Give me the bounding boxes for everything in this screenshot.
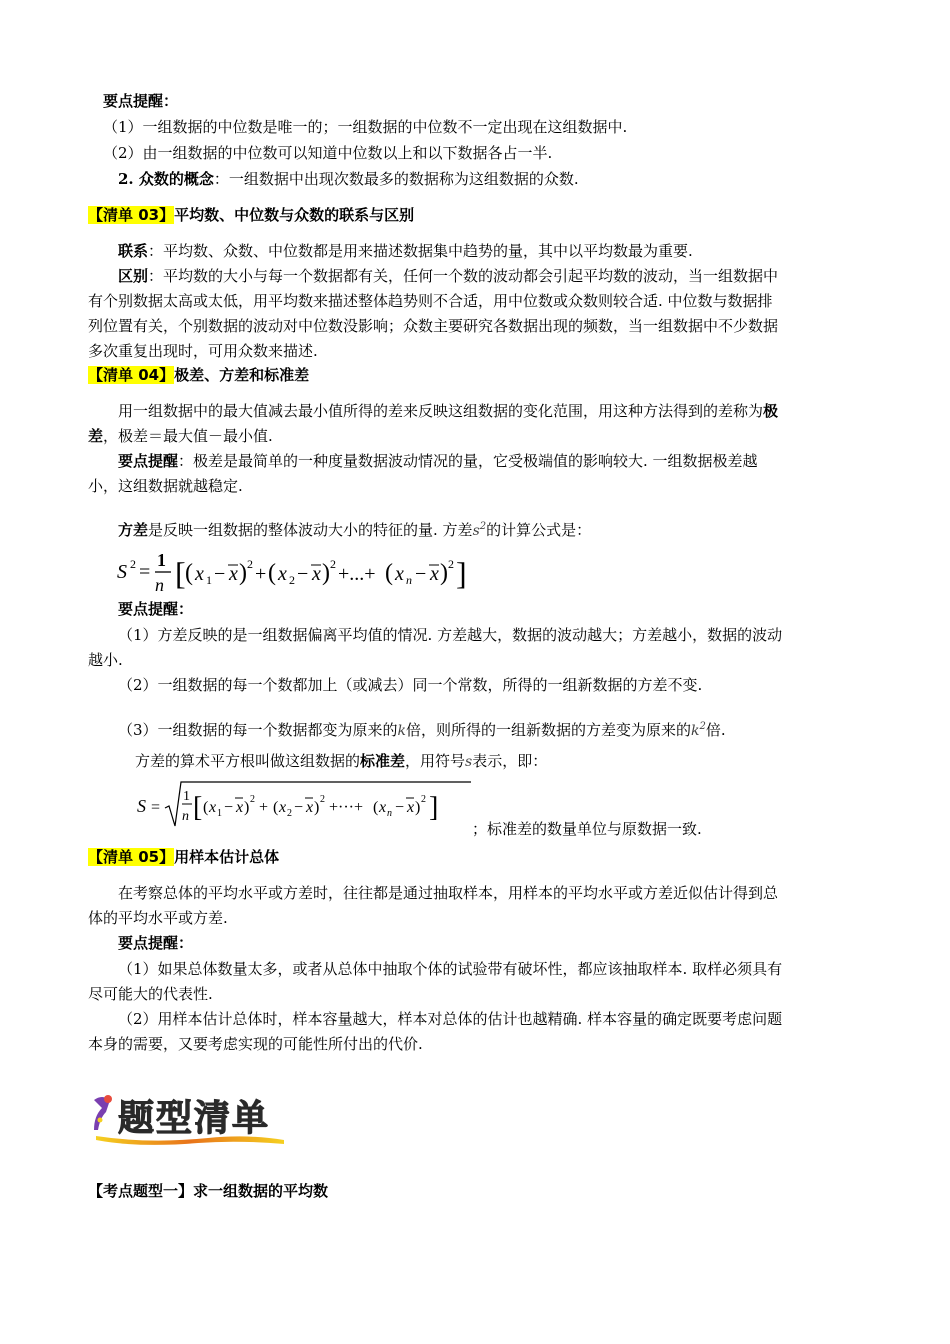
sample-line-1: 在考察总体的平均水平或方差时，往往都是通过抽取样本，用样本的平均水平或方差近似估计得到总 bbox=[118, 884, 779, 902]
tip-heading: 要点提醒： bbox=[103, 92, 179, 110]
svg-text:[: [ bbox=[175, 555, 186, 591]
svg-text:(: ( bbox=[373, 799, 379, 816]
sample-tip-heading: 要点提醒： bbox=[118, 934, 194, 952]
svg-text:(: ( bbox=[203, 799, 209, 816]
svg-text:1: 1 bbox=[183, 789, 190, 804]
svg-text:+···+: +···+ bbox=[329, 799, 364, 816]
svg-text:n: n bbox=[182, 809, 189, 824]
svg-text:+: + bbox=[259, 799, 269, 816]
sample-line-2: 体的平均水平或方差. bbox=[88, 909, 228, 927]
section-5-heading bbox=[88, 846, 279, 868]
range-line-2: 差，极差＝最大值－最小值. bbox=[88, 427, 273, 445]
section-3-title: 平均数、中位数与众数的联系与区别 bbox=[174, 206, 415, 224]
variance-tip-1-line-1: （1）方差反映的是一组数据偏离平均值的情况. 方差越大，数据的波动越大；方差越小，数据的波动 bbox=[118, 626, 783, 644]
svg-text:x: x bbox=[209, 799, 217, 816]
section-5-title: 用样本估计总体 bbox=[174, 848, 280, 866]
question-types-logo bbox=[88, 1090, 288, 1146]
diff-paragraph-line-3: 列位置有关，个别数据的波动对中位数没影响；众数主要研究各数据出现的频数，当一组数据中不少数据 bbox=[88, 317, 779, 335]
svg-text:x: x bbox=[306, 799, 314, 816]
diff-paragraph-line-1: 区别：平均数的大小与每一个数据都有关，任何一个数的波动都会引起平均数的波动，当一组数据中 bbox=[118, 267, 779, 285]
svg-text:S: S bbox=[137, 796, 146, 816]
svg-text:S: S bbox=[117, 561, 127, 583]
section-3-heading bbox=[88, 204, 414, 226]
svg-text:(: ( bbox=[268, 560, 276, 586]
svg-text:2: 2 bbox=[421, 794, 426, 805]
svg-text:1: 1 bbox=[157, 550, 166, 570]
svg-text:x: x bbox=[395, 563, 404, 585]
variance-formula bbox=[115, 546, 475, 596]
svg-text:−: − bbox=[395, 799, 405, 816]
svg-text:2: 2 bbox=[448, 557, 454, 571]
std-note: ；标准差的数量单位与原数据一致. bbox=[472, 820, 702, 838]
range-tip-line-1: 要点提醒：极差是最简单的一种度量数据波动情况的量，它受极端值的影响较大. 一组数据极差越 bbox=[118, 452, 758, 470]
svg-text:2: 2 bbox=[320, 794, 325, 805]
svg-text:n: n bbox=[406, 573, 412, 587]
svg-text:−: − bbox=[294, 799, 304, 816]
svg-text:x: x bbox=[195, 563, 204, 585]
svg-text:]: ] bbox=[456, 555, 467, 591]
svg-text:2: 2 bbox=[250, 794, 255, 805]
tip-item-2: （2）由一组数据的中位数可以知道中位数以上和以下数据各占一半. bbox=[103, 144, 553, 162]
variance-tip-3: （3）一组数据的每一个数据都变为原来的k倍，则所得的一组新数据的方差变为原来的$k^2$倍. bbox=[118, 721, 726, 739]
svg-text:+: + bbox=[255, 563, 267, 585]
range-tip-line-2: 小，这组数据就越稳定. bbox=[88, 477, 243, 495]
svg-text:−: − bbox=[297, 563, 309, 585]
variance-tip-heading: 要点提醒： bbox=[118, 600, 194, 618]
svg-text:(: ( bbox=[273, 799, 279, 816]
svg-text:n: n bbox=[387, 808, 392, 819]
variance-intro: 方差是反映一组数据的整体波动大小的特征的量. 方差$s^2$的计算公式是： bbox=[118, 521, 592, 539]
svg-text:题型清单: 题型清单 bbox=[118, 1098, 271, 1139]
svg-text:−: − bbox=[214, 563, 226, 585]
sample-tip-2-line-2: 本身的需要，又要考虑实现的可能性所付出的代价. bbox=[88, 1035, 423, 1053]
variance-tip-1-line-2: 越小. bbox=[88, 651, 123, 669]
svg-text:2: 2 bbox=[287, 808, 292, 819]
svg-text:1: 1 bbox=[217, 808, 222, 819]
svg-text:[: [ bbox=[193, 792, 203, 823]
svg-text:): ) bbox=[314, 799, 320, 816]
svg-text:x: x bbox=[278, 563, 287, 585]
std-intro: 方差的算术平方根叫做这组数据的标准差，用符号s表示，即： bbox=[135, 752, 548, 770]
svg-text:): ) bbox=[244, 799, 250, 816]
svg-text:x: x bbox=[407, 799, 415, 816]
svg-text:]: ] bbox=[429, 792, 439, 823]
svg-text:(: ( bbox=[185, 560, 193, 586]
svg-text:(: ( bbox=[385, 560, 393, 586]
question-type-1: 【考点题型一】求一组数据的平均数 bbox=[88, 1182, 329, 1200]
section-4-tag: 【清单 04】 bbox=[88, 366, 175, 384]
svg-text:n: n bbox=[155, 575, 164, 595]
link-paragraph: 联系：平均数、众数、中位数都是用来描述数据集中趋势的量，其中以平均数最为重要. bbox=[118, 242, 693, 260]
tip-item-1: （1）一组数据的中位数是唯一的；一组数据的中位数不一定出现在这组数据中. bbox=[103, 118, 628, 136]
svg-text:−: − bbox=[415, 563, 427, 585]
svg-text:): ) bbox=[440, 560, 448, 586]
svg-text:): ) bbox=[239, 560, 247, 586]
svg-text:x: x bbox=[379, 799, 387, 816]
svg-text:x: x bbox=[236, 799, 244, 816]
sample-tip-2-line-1: （2）用样本估计总体时，样本容量越大，样本对总体的估计也越精确. 样本容量的确定既要考虑问题 bbox=[118, 1010, 783, 1028]
svg-text:2: 2 bbox=[330, 557, 336, 571]
mode-definition: 2. 众数的概念：一组数据中出现次数最多的数据称为这组数据的众数. bbox=[118, 170, 579, 188]
diff-paragraph-line-2: 有个别数据太高或太低，用平均数来描述整体趋势则不合适，用中位数或众数则较合适. 中位数与数据排 bbox=[88, 292, 773, 310]
range-line-1: 用一组数据中的最大值减去最小值所得的差来反映这组数据的变化范围，用这种方法得到的差称为极 bbox=[118, 402, 779, 420]
section-4-title: 极差、方差和标准差 bbox=[174, 366, 310, 384]
svg-text:): ) bbox=[322, 560, 330, 586]
sample-tip-1-line-1: （1）如果总体数量太多，或者从总体中抽取个体的试验带有破坏性，都应该抽取样本. 取样必须具有 bbox=[118, 960, 783, 978]
sample-tip-1-line-2: 尽可能大的代表性. bbox=[88, 985, 213, 1003]
svg-text:x: x bbox=[312, 563, 321, 585]
section-4-heading bbox=[88, 364, 309, 386]
svg-text:−: − bbox=[224, 799, 234, 816]
svg-text:x: x bbox=[430, 563, 439, 585]
variance-tip-2: （2）一组数据的每一个数都加上（或减去）同一个常数，所得的一组新数据的方差不变. bbox=[118, 676, 703, 694]
svg-text:2: 2 bbox=[247, 557, 253, 571]
svg-text:x: x bbox=[229, 563, 238, 585]
svg-text:+...+: +...+ bbox=[338, 563, 376, 585]
svg-text:x: x bbox=[279, 799, 287, 816]
std-formula bbox=[135, 778, 475, 832]
section-5-tag: 【清单 05】 bbox=[88, 848, 175, 866]
section-3-tag: 【清单 03】 bbox=[88, 206, 175, 224]
svg-text:2: 2 bbox=[289, 573, 295, 587]
svg-text:=: = bbox=[151, 799, 161, 816]
svg-text:): ) bbox=[415, 799, 421, 816]
svg-text:1: 1 bbox=[206, 573, 212, 587]
svg-text:2: 2 bbox=[130, 557, 136, 571]
diff-paragraph-line-4: 多次重复出现时，可用众数来描述. bbox=[88, 342, 318, 360]
svg-text:=: = bbox=[139, 561, 151, 583]
